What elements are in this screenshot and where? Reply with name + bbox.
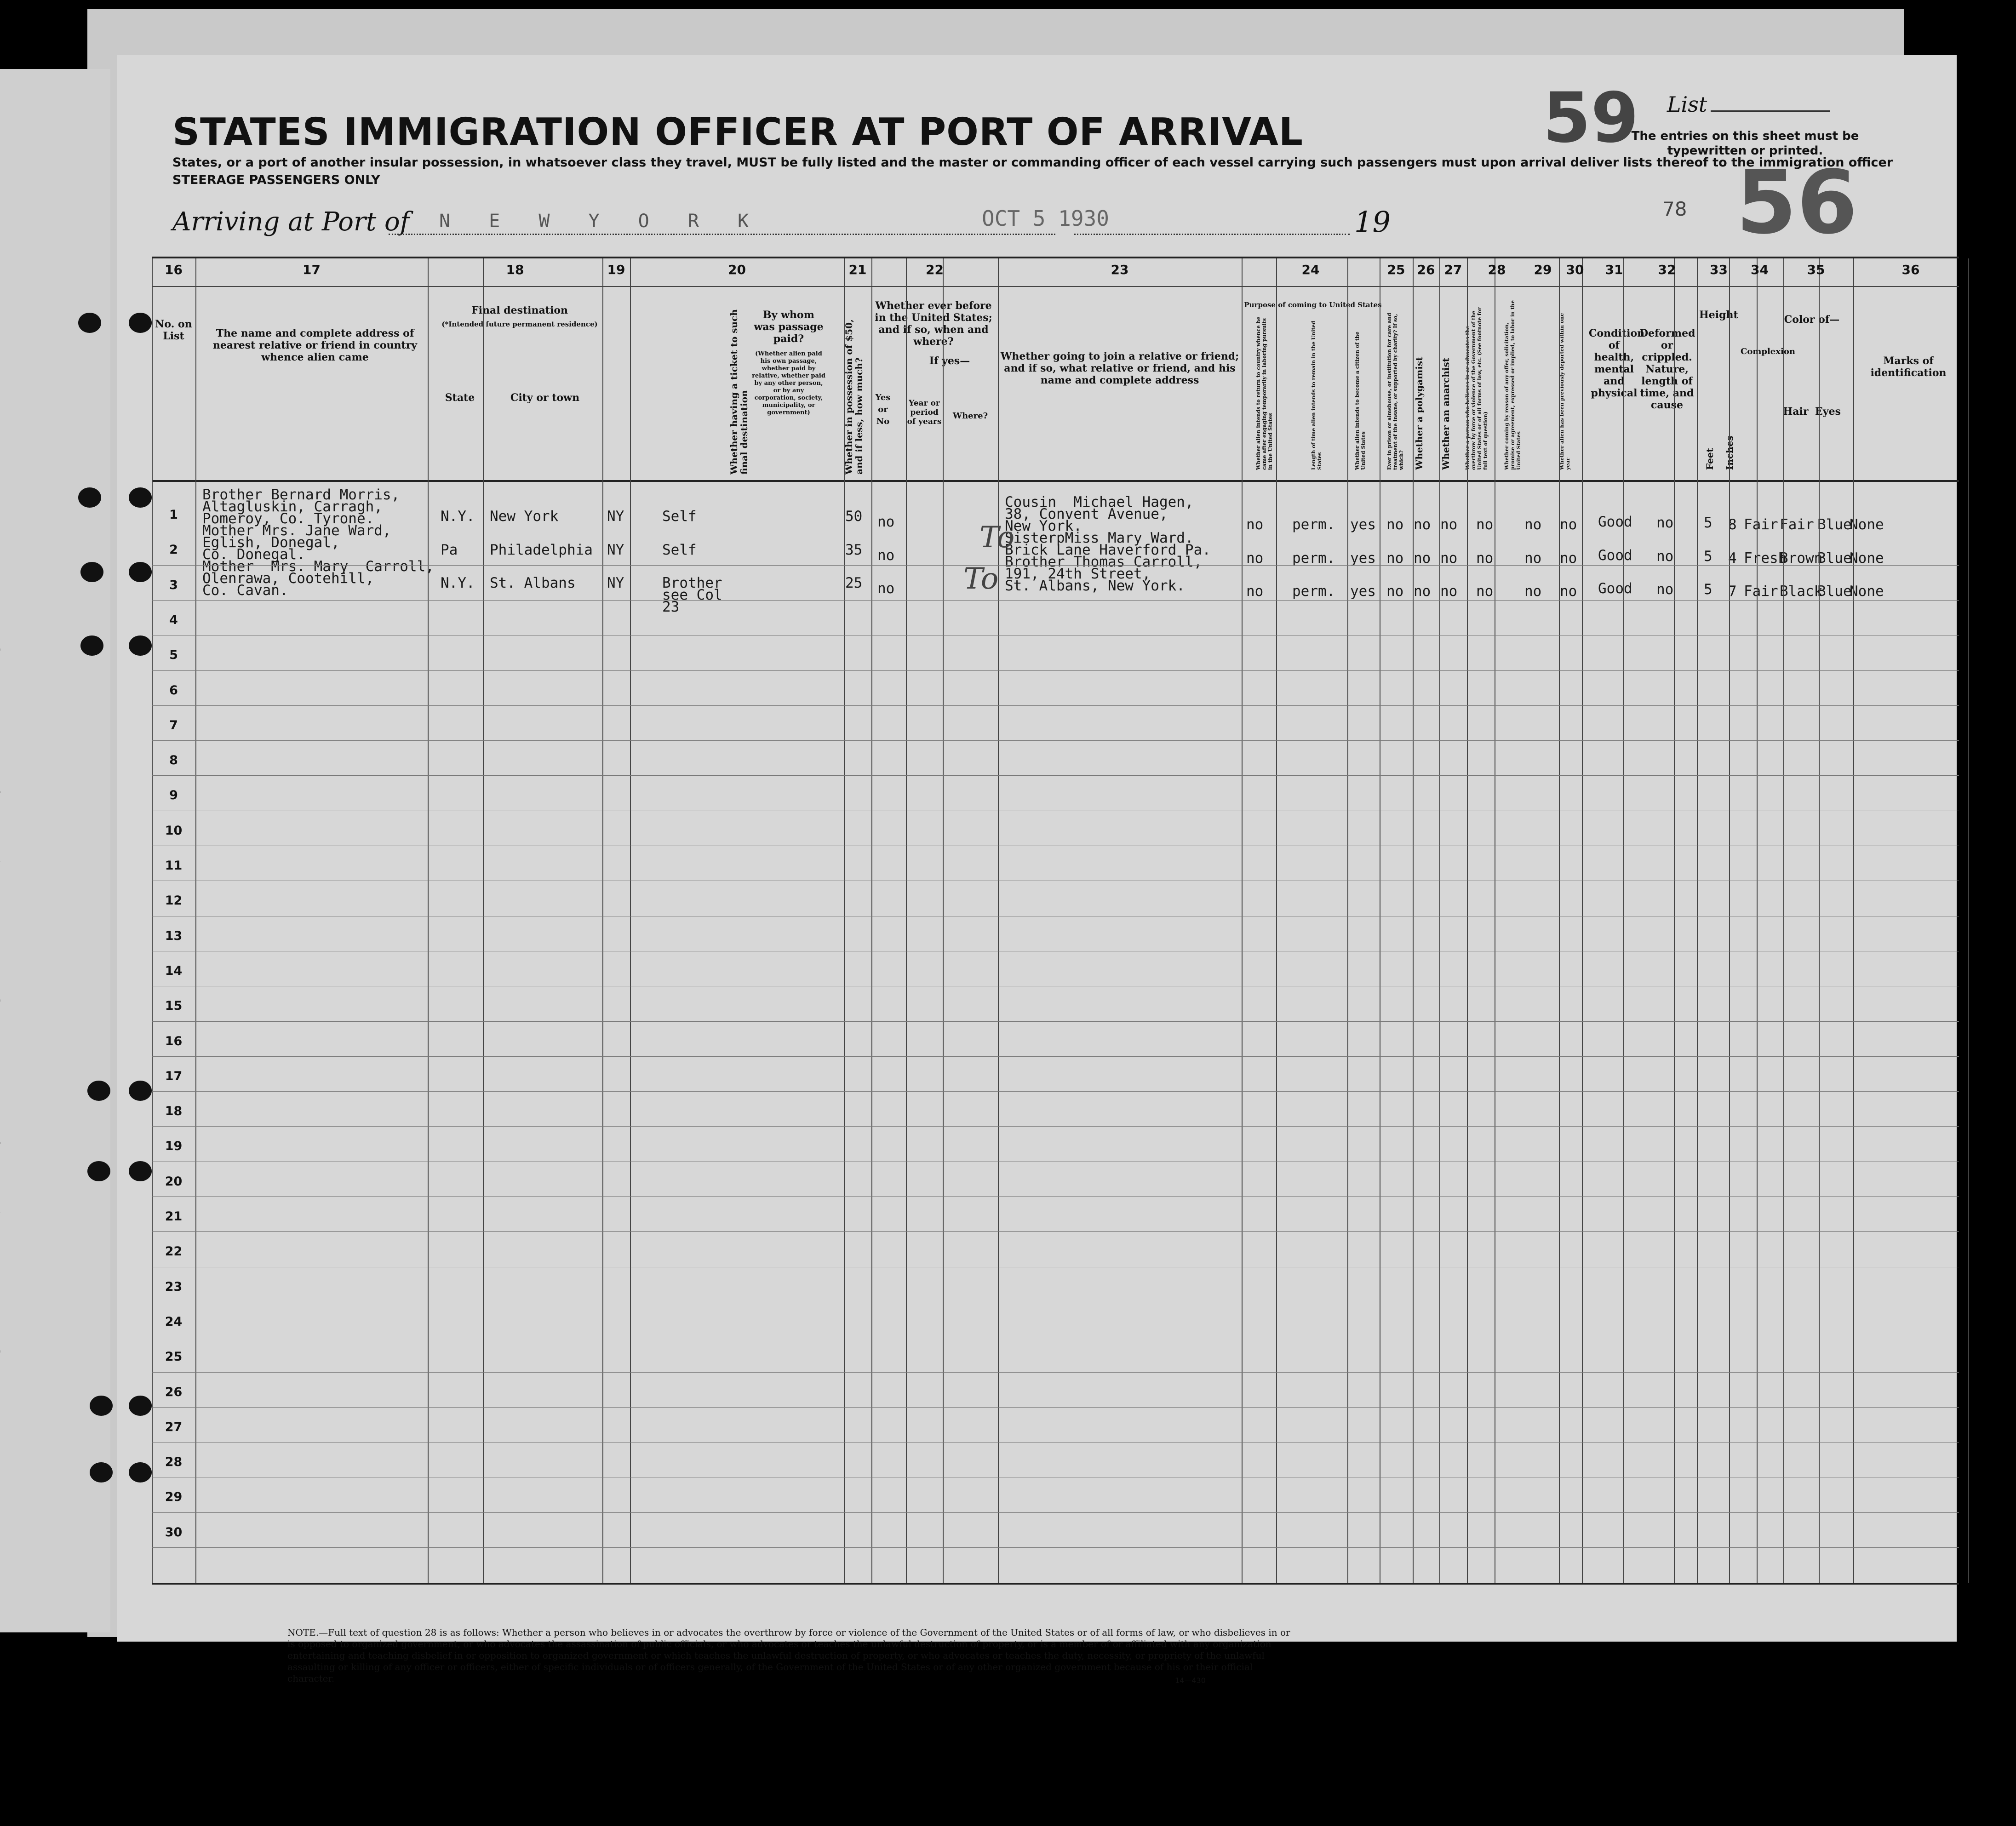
year-prefix: 19 [1354,205,1391,239]
cell-overthrow: no [1476,550,1494,567]
page-title: STATES IMMIGRATION OFFICER AT PORT OF ARRIVAL [172,110,1303,154]
cell-feet: 5 [1704,515,1712,531]
binder-hole [129,487,152,508]
sheet-mark: 78 [1662,198,1687,220]
column-rule [1347,258,1348,1583]
cell-money: 50 [845,508,863,525]
binder-hole [78,313,101,333]
cell-prison: no [1386,550,1404,567]
column-rule [630,258,631,1583]
relative-line: Mother Mrs. Mary Carroll, [202,558,434,575]
row-rule [152,775,1959,776]
cell-state: N.Y. [441,508,475,525]
cell-anarchist: no [1440,583,1458,600]
pencil-annotation: To [963,562,999,596]
column-rule [1783,258,1784,1583]
col-overthrow: Whether a person who believes in or advocates the overthrow by force or violence of the Government of the United States or of all forms of law, etc. (See footnote for full text of question) [1465,307,1489,470]
column-number: 27 [1444,262,1462,277]
column-number: 34 [1751,262,1769,277]
joining-line: 38, Convent Avenue, [1005,506,1168,522]
cell-ticket: NY [607,542,624,558]
column-rule [483,258,484,1583]
cell-complexion: Fresh [1744,550,1787,567]
cell-prison: no [1386,516,1404,533]
cell-passage-paid: Self [662,542,697,558]
relative-line: Co. Donegal. [202,546,305,563]
col-prison: Ever in prison or almshouse, or institution for care and treatment of the insane, or supported by charity? If so, which? [1386,313,1404,470]
cell-health: Good [1598,547,1632,564]
column-rule [906,258,907,1583]
row-number: 5 [169,648,178,663]
column-rule [844,258,845,1583]
col-polygamist: Whether a polygamist [1414,356,1425,470]
col-where: Where? [952,411,988,421]
cell-deported: no [1560,516,1577,533]
binder-hole [78,487,101,508]
column-rule [1968,258,1969,1583]
cell-purpose-citizen: yes [1350,516,1376,533]
cell-health: Good [1598,580,1632,597]
column-number: 31 [1605,262,1623,277]
manifest-page [117,55,1957,1685]
row-rule [152,1372,1959,1373]
row-number: 12 [165,893,183,908]
row-number: 21 [165,1209,183,1224]
row-number: 18 [165,1104,183,1119]
column-rule [152,258,153,1583]
binder-hole [129,313,152,333]
row-number: 27 [165,1420,183,1434]
cell-ticket: NY [607,575,624,591]
row-rule [152,1021,1959,1022]
binder-hole [87,1161,110,1181]
cell-city: St. Albans [490,575,576,591]
cell-complexion: Fair [1744,583,1778,600]
row-number: 11 [165,859,183,873]
row-number: 26 [165,1385,183,1399]
col-city: City or town [510,392,580,404]
column-number: 23 [1111,262,1129,277]
col-complexion: Complexion [1741,347,1795,356]
column-number: 29 [1534,262,1552,277]
row-rule [152,1196,1959,1197]
col-height: Height [1699,309,1738,321]
column-rule [1439,258,1440,1583]
row-number: 20 [165,1174,183,1189]
instruction-line: States, or a port of another insular possession, in whatsoever class they travel, MUST be fully listed and the master or commanding officer of each vessel carrying such passengers must upon arrival deliver lists thereof to the immigration officer [172,155,1893,170]
column-number: 35 [1807,262,1825,277]
column-number: 25 [1387,262,1405,277]
cell-hair: Black [1780,583,1823,600]
row-number: 8 [169,753,178,768]
joining-line: SisterpMiss Mary Ward. [1005,530,1194,546]
header-number-rule [152,286,1959,287]
cell-city: New York [490,508,559,525]
cell-inches: 4 [1728,550,1737,567]
row-rule [152,1547,1959,1548]
row-number: 17 [165,1069,183,1083]
relative-line: Brother Bernard Morris, [202,487,400,503]
row-rule [152,600,1959,601]
relative-line: Eglish, Donegal, [202,534,340,551]
relative-line: Pomeroy, Co. Tyrone. [202,510,374,527]
cell-purpose-return: no [1246,550,1264,567]
column-rule [1242,258,1243,1583]
manifest-table [152,257,1959,1585]
cell-marks: None [1850,516,1884,533]
cell-overthrow: no [1476,583,1494,600]
typewritten-note: The entries on this sheet must be typewritten or printed. [1631,129,1859,158]
row-number: 19 [165,1139,183,1154]
cell-state: Pa [441,542,458,558]
cell-hair: Brown [1780,550,1823,567]
cell-deformed: no [1656,581,1674,598]
column-number: 22 [926,262,944,277]
row-number: 2 [169,543,178,557]
column-number: 16 [165,262,183,277]
row-rule [152,1091,1959,1092]
cell-inches: 7 [1728,583,1737,600]
cell-eyes: Blue [1817,583,1852,600]
cell-anarchist: no [1440,516,1458,533]
column-rule [1729,258,1730,1583]
arriving-label: Arriving at Port of [172,207,410,237]
col-purpose-return: Whether alien intends to return to country whence he came after engaging temporarily in laboring pursuits in the United States [1255,316,1273,470]
relative-line: Altagluskin, Carragh, [202,498,383,515]
joining-line: New York. [1005,518,1082,534]
row-number: 24 [165,1314,183,1329]
row-number: 23 [165,1279,183,1294]
column-rule [195,258,196,1583]
column-number: 20 [728,262,746,277]
cell-deformed: no [1656,548,1674,565]
cell-passage-paid: Self [662,508,697,525]
column-number: 36 [1901,262,1920,277]
cell-state: N.Y. [441,575,475,591]
column-rule [1467,258,1468,1583]
cell-money: 25 [845,575,863,591]
port-value: N E W Y O R K [439,211,763,232]
cell-purpose-length: perm. [1292,583,1335,600]
row-number: 16 [165,1034,183,1048]
cell-purpose-return: no [1246,516,1264,533]
col-inches: Inches [1724,435,1735,470]
binder-hole [129,635,152,656]
col-health: Condition of health, mental and physical [1589,327,1645,399]
column-rule [943,258,944,1583]
cell-hair: Fair [1780,516,1814,533]
pencil-annotation: To [979,521,1015,555]
column-number: 21 [848,262,867,277]
col-possession-50: Whether in possession of $50, and if less, how much? [843,319,865,475]
row-number: 28 [165,1455,183,1470]
col-ticket: Whether having a ticket to such final destination [728,309,750,475]
col-if-yes: If yes— [929,355,970,367]
col-anarchist: Whether an anarchist [1440,357,1451,470]
date-stamp: OCT 5 1930 [982,206,1109,231]
cell-marks: None [1850,583,1884,600]
column-rule [998,258,999,1583]
cell-ticket: NY [607,508,624,525]
joining-line: Cousin Michael Hagen, [1005,494,1194,510]
row-rule [152,705,1959,706]
old-page-stamp: 59 [1543,78,1639,158]
cell-offer: no [1524,583,1542,600]
row-number: 22 [165,1244,183,1259]
steerage-line: STEERAGE PASSENGERS ONLY [172,173,380,187]
binder-hole [129,1396,152,1416]
footnote: NOTE.—Full text of question 28 is as follows: Whether a person who believes in or advocates the overthrow by force or violence of the Government of the United States or of all forms of law, or who disbelieves in or is opposed to organized government, or who advocates the assassination of public officials, or who advocates or teaches the unlawful destruction of property, or is a member of or affiliated with any organization entertaining and teaching disbelief in or opposition to organized government or which teaches the unlawful destruction of property, or who advocates or teaches the duty, necessity, or propriety of the unlawful assaulting or killing of any officer or officers, either of specific individuals or of officers generally, of the Government of the United States or of any other organized government because of his or their official character. [287,1627,1290,1684]
column-rule [1853,258,1854,1583]
cell-city: Philadelphia [490,542,593,558]
row-number: 4 [169,612,178,627]
column-rule [428,258,429,1583]
cell-anarchist: no [1440,550,1458,567]
column-number: 17 [303,262,321,277]
row-rule [152,1126,1959,1127]
column-number: 18 [506,262,524,277]
cell-feet: 5 [1704,581,1712,598]
row-number: 29 [165,1490,183,1505]
cell-purpose-citizen: yes [1350,550,1376,567]
column-rule [1757,258,1758,1583]
cell-complexion: Fair [1744,516,1778,533]
row-rule [152,740,1959,741]
col-joining: Whether going to join a relative or friend; and if so, what relative or friend, and his name and complete address [1000,350,1239,386]
column-number: 33 [1710,262,1728,277]
col-eyes: Eyes [1815,406,1841,418]
column-rule [1582,258,1583,1583]
joining-line: 191, 24th Street, [1005,566,1151,582]
cell-purpose-length: perm. [1292,516,1335,533]
cell-prison: no [1386,583,1404,600]
row-rule [152,1056,1959,1057]
column-number: 19 [607,262,625,277]
binder-hole [129,1081,152,1101]
col-final-destination-sub: (*Intended future permanent residence) [441,320,598,328]
row-rule [152,1407,1959,1408]
row-number: 10 [165,823,183,838]
binder-hole [90,1396,113,1416]
row-number: 9 [169,788,178,803]
col-passage-paid-sub: (Whether alien paid his own passage, whether paid by relative, whether paid by any other person, or by any corporation, society, municipality, or government) [752,350,825,416]
list-label: List [1667,92,1707,117]
col-state: State [445,392,475,404]
cell-offer: no [1524,516,1542,533]
column-number: 32 [1658,262,1676,277]
row-number: 3 [169,578,178,592]
col-deformed: Deformed or crippled. Nature, length of time, and cause [1639,327,1695,411]
cell-marks: None [1850,550,1884,567]
column-number: 28 [1488,262,1506,277]
column-rule [1819,258,1820,1583]
relative-line: Co. Cavan. [202,582,288,599]
col-purpose: Purpose of coming to United States [1244,301,1382,309]
cell-polygamist: no [1414,550,1431,567]
cell-health: Good [1598,514,1632,530]
row-number: 15 [165,999,183,1013]
col-yes-no: Yes or No [875,393,891,426]
cell-purpose-length: perm. [1292,550,1335,567]
col-color-of: Color of— [1784,314,1840,326]
binder-hole [129,1161,152,1181]
page-number-stamp: 56 [1736,152,1858,253]
cell-overthrow: no [1476,516,1494,533]
binder-hole [87,1081,110,1101]
column-rule [1674,258,1675,1583]
cell-ever-before: no [877,514,895,530]
col-purpose-citizen: Whether alien intends to become a citizen of the United States [1354,332,1366,470]
col-deported: Whether alien has been previously deported within one year [1559,313,1571,470]
row-number: 30 [165,1525,183,1540]
col-offer: Whether coming by reason of any offer, solicitation, promise or agreement, expressed or implied, to labor in the United States [1504,300,1522,470]
cell-eyes: Blue [1817,516,1852,533]
column-rule [1413,258,1414,1583]
col-year-period: Year or period of years [907,399,942,426]
col-ever-before: Whether ever before in the United States; and if so, when and where? [875,300,992,348]
column-rule [1276,258,1277,1583]
joining-line: St. Albans, New York. [1005,578,1185,594]
cell-ever-before: no [877,580,895,597]
col-passage-paid: By whom was passage paid? [754,309,824,345]
cell-eyes: Blue [1817,550,1852,567]
column-rule [602,258,603,1583]
form-code: 14—430 [1175,1676,1206,1685]
row-number: 6 [169,683,178,698]
cell-feet: 5 [1704,548,1712,565]
date-line [1074,234,1350,235]
column-number: 26 [1417,262,1435,277]
cell-purpose-return: no [1246,583,1264,600]
row-number: 7 [169,718,178,733]
row-rule [152,565,1959,566]
col-relative-home: The name and complete address of nearest relative or friend in country whence alien came [212,327,418,363]
header-bottom-rule [152,480,1959,482]
binder-hole [129,1462,152,1483]
cell-ever-before: no [877,547,895,564]
column-rule [1697,258,1698,1583]
column-rule [871,258,872,1583]
joining-line: Brick Lane Haverford Pa. [1005,542,1211,558]
col-final-destination: Final destination [471,304,568,316]
cell-polygamist: no [1414,583,1431,600]
row-rule [152,670,1959,671]
row-number: 25 [165,1350,183,1364]
row-rule [152,1231,1959,1232]
col-feet: Feet [1704,448,1715,470]
joining-line: Brother Thomas Carroll, [1005,554,1203,570]
cell-polygamist: no [1414,516,1431,533]
column-number: 30 [1566,262,1584,277]
cell-purpose-citizen: yes [1350,583,1376,600]
cell-money: 35 [845,542,863,558]
row-number: 13 [165,928,183,943]
cell-offer: no [1524,550,1542,567]
cell-inches: 8 [1728,516,1737,533]
row-number: 1 [169,508,178,522]
col-purpose-length: Length of time alien intends to remain in the United States [1311,321,1323,470]
relative-line: Olenrawa, Cootehill, [202,570,374,587]
binder-hole [129,562,152,582]
col-marks: Marks of identification [1870,355,1947,379]
row-rule [152,1512,1959,1513]
list-number-line [1711,110,1830,112]
cell-deported: no [1560,583,1577,600]
col-hair: Hair [1783,406,1809,418]
binder-hole [90,1462,113,1483]
binder-hole [80,635,103,656]
col-no-on-list: No. on List [155,318,192,342]
cell-deported: no [1560,550,1577,567]
binder-hole [80,562,103,582]
column-number: 24 [1301,262,1320,277]
cell-deformed: no [1656,515,1674,531]
port-line [389,234,1055,235]
column-rule [1559,258,1560,1583]
cell-passage-paid: see Col [662,587,722,603]
cell-passage-paid: Brother [662,575,722,591]
relative-line: Mother Mrs. Jane Ward, [202,522,391,539]
column-rule [1623,258,1624,1583]
row-number: 14 [165,963,183,978]
cell-passage-paid: 23 [662,599,680,615]
